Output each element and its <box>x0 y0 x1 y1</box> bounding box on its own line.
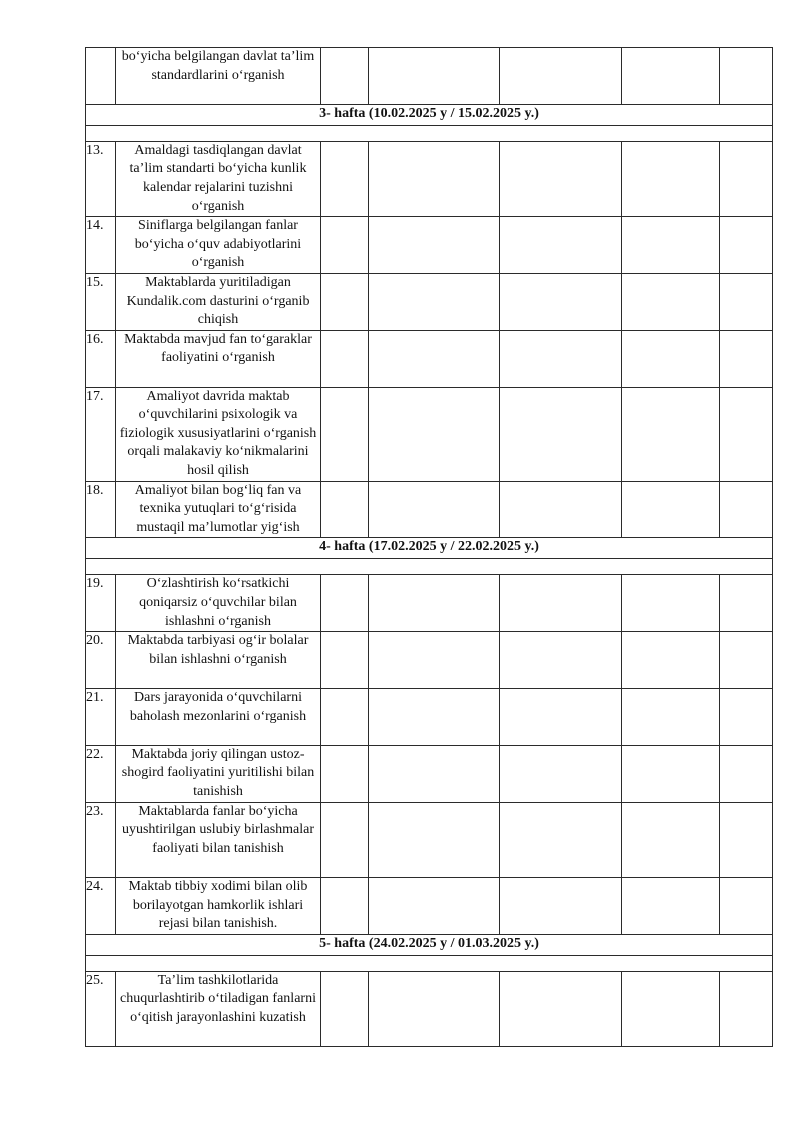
empty-cell <box>720 48 773 105</box>
empty-cell <box>369 387 500 481</box>
empty-cell <box>500 273 622 330</box>
empty-cell <box>369 48 500 105</box>
empty-cell <box>622 632 720 689</box>
empty-cell <box>720 481 773 538</box>
empty-cell <box>622 575 720 632</box>
task-description: bo‘yicha belgilangan davlat ta’lim standardlarini o‘rganish <box>116 48 321 105</box>
week-spacer-row <box>86 125 773 141</box>
empty-cell <box>369 273 500 330</box>
empty-cell <box>321 971 369 1046</box>
task-description: Maktabda tarbiyasi og‘ir bolalar bilan ishlashni o‘rganish <box>116 632 321 689</box>
empty-cell <box>321 575 369 632</box>
task-row <box>86 877 773 934</box>
empty-cell <box>622 387 720 481</box>
empty-cell <box>500 48 622 105</box>
task-number: 21. <box>86 688 116 745</box>
table-body <box>86 48 773 1047</box>
empty-cell <box>321 273 369 330</box>
empty-cell <box>321 632 369 689</box>
empty-cell <box>720 688 773 745</box>
week-header-row <box>86 538 773 559</box>
empty-cell <box>622 971 720 1046</box>
empty-cell <box>720 575 773 632</box>
empty-cell <box>369 632 500 689</box>
empty-cell <box>369 877 500 934</box>
week-header-row <box>86 934 773 955</box>
empty-cell <box>500 745 622 802</box>
empty-cell <box>622 273 720 330</box>
empty-cell <box>622 688 720 745</box>
week-spacer-cell <box>86 559 773 575</box>
task-number: 17. <box>86 387 116 481</box>
empty-cell <box>369 217 500 274</box>
empty-cell <box>321 48 369 105</box>
task-number: 20. <box>86 632 116 689</box>
empty-cell <box>500 802 622 877</box>
empty-cell <box>720 141 773 216</box>
empty-cell <box>622 802 720 877</box>
empty-cell <box>369 575 500 632</box>
empty-cell <box>369 745 500 802</box>
empty-cell <box>500 217 622 274</box>
empty-cell <box>720 877 773 934</box>
task-description: O‘zlashtirish ko‘rsatkichi qoniqarsiz o‘quvchilar bilan ishlashni o‘rganish <box>116 575 321 632</box>
empty-cell <box>622 141 720 216</box>
task-number: 23. <box>86 802 116 877</box>
task-row <box>86 971 773 1046</box>
task-row <box>86 387 773 481</box>
empty-cell <box>500 481 622 538</box>
empty-cell <box>321 387 369 481</box>
week-header-row <box>86 104 773 125</box>
task-row <box>86 273 773 330</box>
empty-cell <box>720 330 773 387</box>
empty-cell <box>500 632 622 689</box>
task-description: Amaliyot davrida maktab o‘quvchilarini psixologik va fiziologik xususiyatlarini o‘rganish orqali malakaviy ko‘nikmalarini hosil qilish <box>116 387 321 481</box>
week-header-text: 5- hafta (24.02.2025 y / 01.03.2025 y.) <box>86 934 773 955</box>
empty-cell <box>369 141 500 216</box>
empty-cell <box>500 688 622 745</box>
task-row <box>86 632 773 689</box>
empty-cell <box>720 217 773 274</box>
task-description: Maktabda mavjud fan to‘garaklar faoliyatini o‘rganish <box>116 330 321 387</box>
empty-cell <box>720 387 773 481</box>
empty-cell <box>369 330 500 387</box>
task-row <box>86 575 773 632</box>
task-number: 25. <box>86 971 116 1046</box>
task-description: Maktablarda yuritiladigan Kundalik.com dasturini o‘rganib chiqish <box>116 273 321 330</box>
task-row <box>86 48 773 105</box>
task-description: Maktabda joriy qilingan ustoz-shogird faoliyatini yuritilishi bilan tanishish <box>116 745 321 802</box>
task-row <box>86 141 773 216</box>
week-header-text: 4- hafta (17.02.2025 y / 22.02.2025 y.) <box>86 538 773 559</box>
empty-cell <box>622 745 720 802</box>
empty-cell <box>720 632 773 689</box>
task-description: Dars jarayonida o‘quvchilarni baholash mezonlarini o‘rganish <box>116 688 321 745</box>
task-row <box>86 688 773 745</box>
empty-cell <box>500 877 622 934</box>
week-header-text: 3- hafta (10.02.2025 y / 15.02.2025 y.) <box>86 104 773 125</box>
empty-cell <box>321 802 369 877</box>
task-row <box>86 330 773 387</box>
task-row <box>86 217 773 274</box>
task-description: Amaldagi tasdiqlangan davlat ta’lim standarti bo‘yicha kunlik kalendar rejalarini tuzishni o‘rganish <box>116 141 321 216</box>
empty-cell <box>720 273 773 330</box>
empty-cell <box>321 330 369 387</box>
task-number: 14. <box>86 217 116 274</box>
week-spacer-row <box>86 559 773 575</box>
empty-cell <box>321 745 369 802</box>
empty-cell <box>720 971 773 1046</box>
empty-cell <box>720 745 773 802</box>
empty-cell <box>622 481 720 538</box>
task-number: 22. <box>86 745 116 802</box>
empty-cell <box>500 575 622 632</box>
task-row <box>86 481 773 538</box>
empty-cell <box>369 481 500 538</box>
empty-cell <box>321 217 369 274</box>
empty-cell <box>369 802 500 877</box>
empty-cell <box>369 688 500 745</box>
empty-cell <box>500 971 622 1046</box>
task-description: Maktab tibbiy xodimi bilan olib borilayotgan hamkorlik ishlari rejasi bilan tanishish. <box>116 877 321 934</box>
empty-cell <box>622 330 720 387</box>
empty-cell <box>500 387 622 481</box>
task-row <box>86 802 773 877</box>
week-spacer-cell <box>86 125 773 141</box>
task-description: Amaliyot bilan bog‘liq fan va texnika yutuqlari to‘g‘risida mustaqil ma’lumotlar yig‘ish <box>116 481 321 538</box>
empty-cell <box>321 877 369 934</box>
task-number: 18. <box>86 481 116 538</box>
task-description: Ta’lim tashkilotlarida chuqurlashtirib o‘tiladigan fanlarni o‘qitish jarayonlashini kuzatish <box>116 971 321 1046</box>
practice-plan-table <box>85 47 773 1047</box>
task-number: 19. <box>86 575 116 632</box>
task-number: 15. <box>86 273 116 330</box>
empty-cell <box>622 877 720 934</box>
task-number: 13. <box>86 141 116 216</box>
empty-cell <box>321 481 369 538</box>
empty-cell <box>321 688 369 745</box>
task-number <box>86 48 116 105</box>
task-description: Maktablarda fanlar bo‘yicha uyushtirilgan uslubiy birlashmalar faoliyati bilan tanishish <box>116 802 321 877</box>
empty-cell <box>321 141 369 216</box>
week-spacer-row <box>86 955 773 971</box>
empty-cell <box>622 48 720 105</box>
week-spacer-cell <box>86 955 773 971</box>
task-description: Siniflarga belgilangan fanlar bo‘yicha o‘quv adabiyotlarini o‘rganish <box>116 217 321 274</box>
empty-cell <box>720 802 773 877</box>
empty-cell <box>500 330 622 387</box>
task-number: 16. <box>86 330 116 387</box>
task-number: 24. <box>86 877 116 934</box>
empty-cell <box>500 141 622 216</box>
empty-cell <box>622 217 720 274</box>
task-row <box>86 745 773 802</box>
empty-cell <box>369 971 500 1046</box>
